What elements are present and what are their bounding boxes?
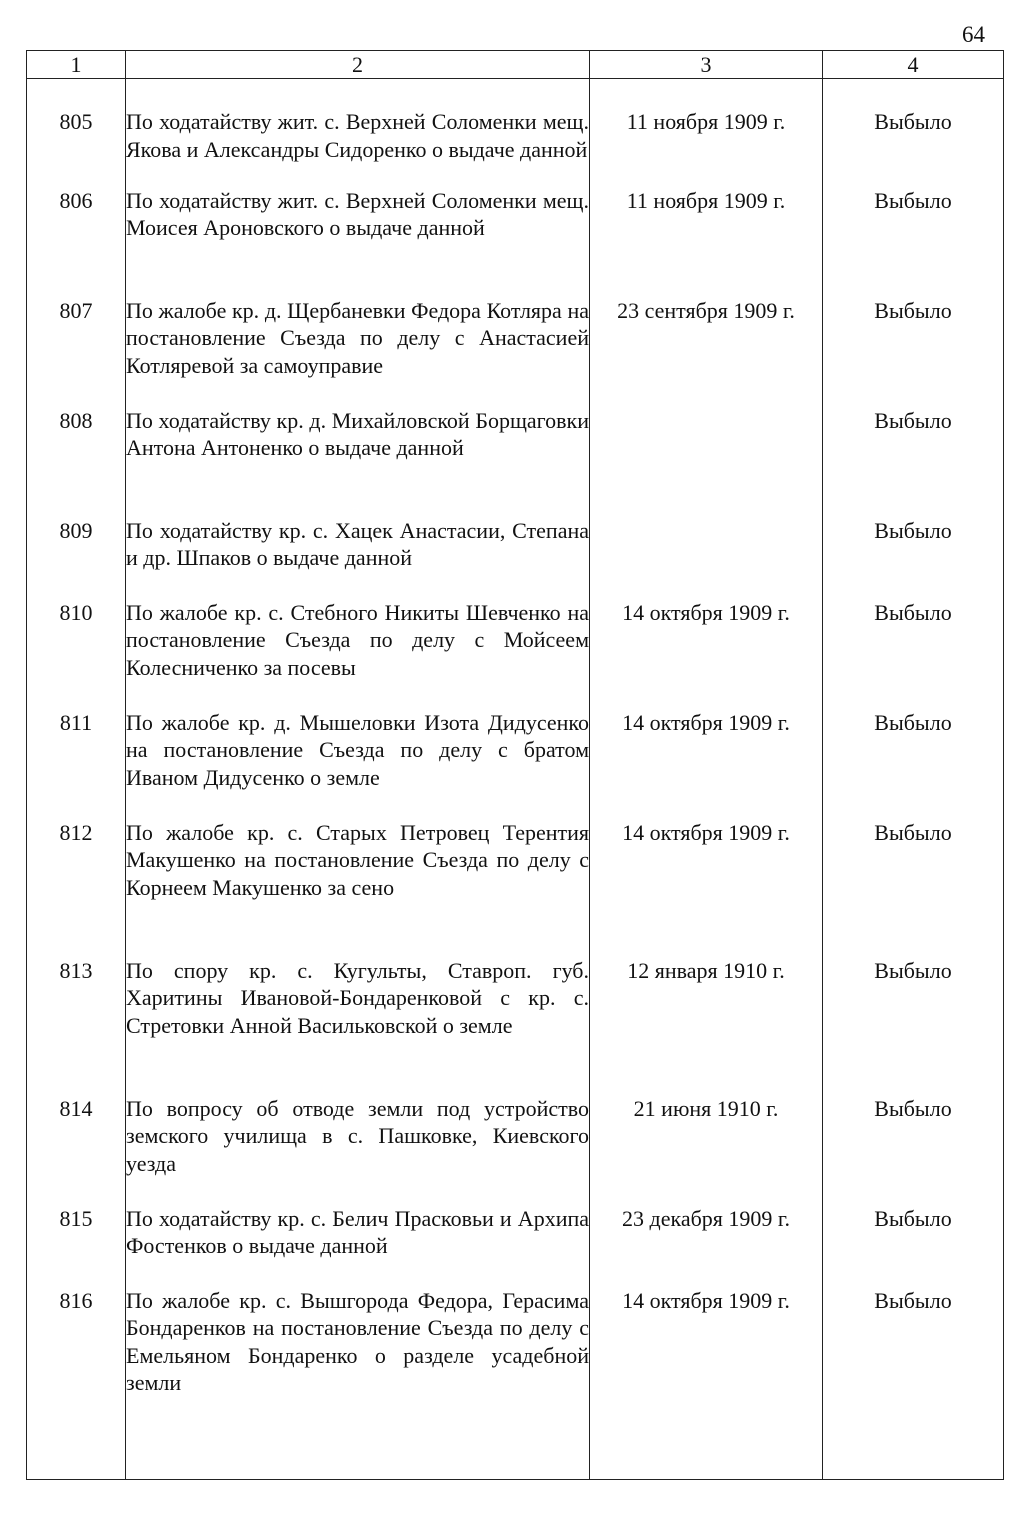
case-date: 11 ноября 1909 г. (590, 79, 823, 187)
case-status: Выбыло (823, 957, 1004, 1095)
column-header-3: 3 (590, 51, 823, 79)
case-description: По ходатайству кр. д. Михайловской Борщаговки Антона Антоненко о выдаче данной (126, 407, 590, 517)
column-number-header (27, 51, 1004, 79)
case-number: 816 (27, 1287, 126, 1480)
table-row (27, 187, 1004, 297)
case-date (590, 517, 823, 599)
case-description: По жалобе кр. д. Щербаневки Федора Котляра на постановление Съезда по делу с Анастасией Котляревой за самоуправие (126, 297, 590, 407)
table-row (27, 297, 1004, 407)
case-description: По ходатайству жит. с. Верхней Соломенки мещ. Якова и Александры Сидоренко о выдаче данной (126, 79, 590, 187)
case-number: 809 (27, 517, 126, 599)
case-description: По ходатайству жит. с. Верхней Соломенки мещ. Моисея Ароновского о выдаче данной (126, 187, 590, 297)
table-row (27, 1287, 1004, 1480)
case-status: Выбыло (823, 79, 1004, 187)
case-status: Выбыло (823, 819, 1004, 957)
table-row (27, 599, 1004, 709)
case-date: 14 октября 1909 г. (590, 599, 823, 709)
case-number: 805 (27, 79, 126, 187)
case-status: Выбыло (823, 517, 1004, 599)
table-row (27, 517, 1004, 599)
case-number: 810 (27, 599, 126, 709)
case-date: 14 октября 1909 г. (590, 1287, 823, 1480)
case-status: Выбыло (823, 407, 1004, 517)
column-header-2: 2 (126, 51, 590, 79)
case-status: Выбыло (823, 1287, 1004, 1480)
case-date (590, 407, 823, 517)
case-status: Выбыло (823, 187, 1004, 297)
table-row (27, 819, 1004, 957)
case-number: 812 (27, 819, 126, 957)
case-number: 815 (27, 1205, 126, 1287)
case-description: По жалобе кр. с. Стебного Никиты Шевченко на постановление Съезда по делу с Мойсеем Колесниченко за посевы (126, 599, 590, 709)
table-row (27, 407, 1004, 517)
case-number: 806 (27, 187, 126, 297)
case-description: По ходатайству кр. с. Белич Прасковьи и Архипа Фостенков о выдаче данной (126, 1205, 590, 1287)
case-description: По ходатайству кр. с. Хацек Анастасии, Степана и др. Шпаков о выдаче данной (126, 517, 590, 599)
case-description: По вопросу об отводе земли под устройство земского училища в с. Пашковке, Киевского уезда (126, 1095, 590, 1205)
table-row (27, 957, 1004, 1095)
table-row (27, 79, 1004, 187)
case-status: Выбыло (823, 599, 1004, 709)
table-row (27, 1205, 1004, 1287)
case-date: 14 октября 1909 г. (590, 819, 823, 957)
case-description: По жалобе кр. д. Мышеловки Изота Дидусенко на постановление Съезда по делу с братом Иваном Дидусенко о земле (126, 709, 590, 819)
case-status: Выбыло (823, 297, 1004, 407)
page-number: 64 (962, 22, 985, 47)
register-table (26, 50, 1004, 1480)
case-date: 11 ноября 1909 г. (590, 187, 823, 297)
table-row (27, 709, 1004, 819)
case-date: 12 января 1910 г. (590, 957, 823, 1095)
table-row (27, 1095, 1004, 1205)
case-number: 808 (27, 407, 126, 517)
case-date: 21 июня 1910 г. (590, 1095, 823, 1205)
case-description: По жалобе кр. с. Вышгорода Федора, Герасима Бондаренков на постановление Съезда по делу с Емельяном Бондаренко о разделе усадебной земли (126, 1287, 590, 1480)
case-status: Выбыло (823, 1095, 1004, 1205)
column-header-4: 4 (823, 51, 1004, 79)
case-number: 811 (27, 709, 126, 819)
case-number: 807 (27, 297, 126, 407)
case-number: 814 (27, 1095, 126, 1205)
case-description: По спору кр. с. Кугульты, Ставроп. губ. Харитины Ивановой-Бондаренковой с кр. с. Стретовки Анной Васильковской о земле (126, 957, 590, 1095)
column-header-1: 1 (27, 51, 126, 79)
case-date: 23 сентября 1909 г. (590, 297, 823, 407)
case-status: Выбыло (823, 1205, 1004, 1287)
case-status: Выбыло (823, 709, 1004, 819)
case-date: 23 декабря 1909 г. (590, 1205, 823, 1287)
case-number: 813 (27, 957, 126, 1095)
case-date: 14 октября 1909 г. (590, 709, 823, 819)
case-description: По жалобе кр. с. Старых Петровец Терентия Макушенко на постановление Съезда по делу с Корнеем Макушенко за сено (126, 819, 590, 957)
